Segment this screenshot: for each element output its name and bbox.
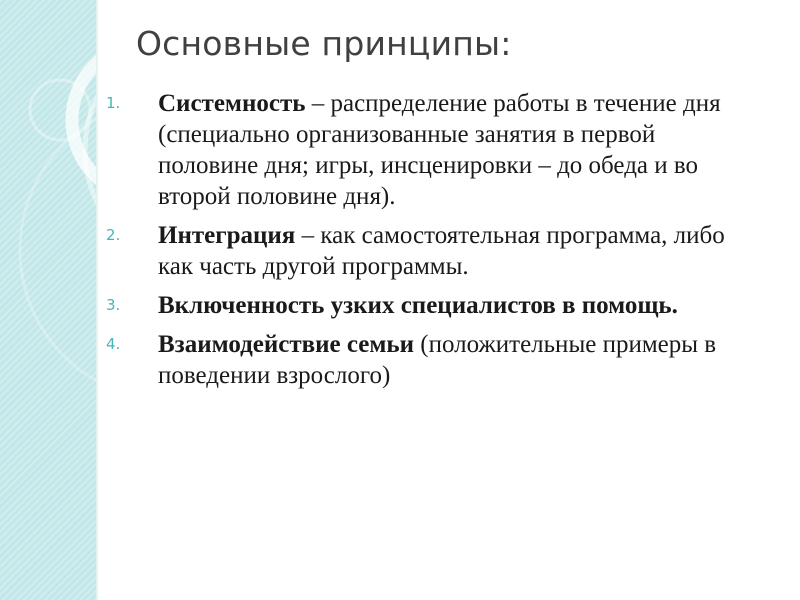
principle-item-1 bbox=[106, 88, 756, 212]
principle-term: Интеграция bbox=[158, 222, 296, 249]
principles-list bbox=[106, 88, 756, 399]
principle-text: (положительные примеры в поведении взрослого) bbox=[158, 331, 717, 389]
principle-text: – распределение работы в течение дня (специально организованные занятия в первой половине дня; игры, инсценировки – до обеда и во второй половине дня). bbox=[158, 90, 721, 210]
principle-term: Взаимодействие семьи bbox=[158, 331, 415, 358]
principle-term: Включенность узких специалистов в помощь. bbox=[158, 292, 678, 319]
band-edge-divider bbox=[96, 0, 98, 600]
principle-item-3 bbox=[106, 290, 756, 321]
list-marker: 3. bbox=[106, 296, 121, 314]
decorative-rings bbox=[0, 0, 96, 600]
list-marker: 4. bbox=[106, 335, 121, 353]
decorative-side-band bbox=[0, 0, 96, 600]
list-marker: 2. bbox=[106, 226, 121, 244]
slide-title: Основные принципы: bbox=[136, 24, 512, 63]
principle-term: Системность bbox=[158, 90, 306, 117]
principle-item-4 bbox=[106, 329, 756, 391]
principle-text: – как самостоятельная программа, либо как часть другой программы. bbox=[158, 222, 725, 280]
list-marker: 1. bbox=[106, 94, 121, 112]
principle-item-2 bbox=[106, 220, 756, 282]
